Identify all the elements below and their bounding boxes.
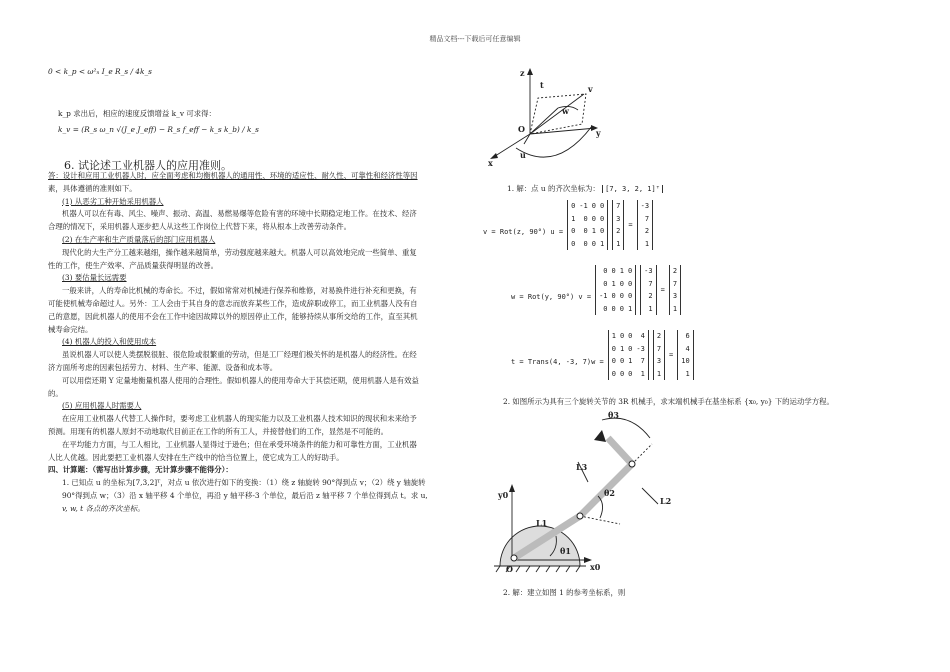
matrix-cell: 0: [599, 214, 605, 223]
matrix-cell: 0: [599, 227, 605, 235]
section-1-p2: 合理的情况下，采用机器人逐步把人从这些工作岗位上代替下来，将从根本上改善劳动条件。: [48, 222, 352, 232]
figure-3r-manipulator: [490, 408, 730, 586]
matrix-cell: 7: [648, 279, 653, 288]
calc-section-head: 四、计算题：（需写出计算步骤，无计算步骤不能得分）：: [48, 465, 233, 475]
matrix-cell: 1: [616, 239, 621, 248]
matrix-cell: 1: [611, 279, 616, 288]
matrix-cell: 1: [627, 304, 633, 313]
matrix-cell: 1: [685, 369, 690, 378]
section-2-p2: 性的工作，使生产效率、产品质量获得明显的改善。: [48, 260, 218, 270]
label-theta1: θ1: [560, 546, 571, 556]
label-O: O: [518, 124, 525, 134]
matrix-cell: 1: [672, 304, 678, 313]
label-L2: L2: [660, 496, 672, 506]
matrix-cell: 0: [583, 239, 588, 248]
equals-sign: =: [660, 286, 665, 294]
label-z: z: [520, 68, 525, 78]
section-5-head: (5) 应用机器人时需要人: [62, 401, 142, 411]
equation-v: [483, 200, 653, 250]
section-3-p1: 一般来讲，人的寿命比机械的寿命长。不过，假如常常对机械进行保养和维修，对易换件进行补充和更换，有: [62, 286, 417, 296]
section-1-head: (1) 从恶劣工种开始采用机器人: [62, 196, 164, 206]
matrix-cell: 0: [619, 304, 624, 313]
label-w: w: [562, 106, 569, 116]
section-5-p1: 在应用工业机器人代替工人操作时，要考虑工业机器人的现实能力以及工业机器人技术知识的现状和未来给予: [62, 414, 417, 424]
matrix-cell: -3: [644, 267, 653, 275]
question-6-title: 6. 试论述工业机器人的应用准则。: [64, 159, 232, 172]
matrix-cell: 0: [627, 279, 633, 288]
matrix-cell: 0: [628, 369, 633, 378]
equals-sign: =: [628, 221, 633, 229]
matrix-cell: 0: [571, 202, 576, 210]
answer-intro-line2: 素，具体遵循的准则如下。: [48, 183, 137, 193]
equation-w: [511, 265, 681, 315]
matrix-cell: 3: [656, 357, 662, 365]
vector-v-result: [637, 200, 653, 250]
matrix-cell: 4: [640, 332, 645, 340]
matrix-cell: 0: [611, 357, 616, 365]
formula-kp: 0 < k_p < ω²ₙ I_e R_s / 4k_s: [48, 67, 152, 76]
matrix-cell: 1: [640, 369, 645, 378]
answer-intro-line1: 答：设计和应用工业机器人时，应全面考虑和均衡机器人的通用性、环境的适应性、耐久性、可靠性和经济性等因: [48, 171, 418, 180]
matrix-cell: 7: [644, 214, 650, 223]
matrix-cell: 0: [571, 239, 576, 248]
equation-w-label: w = Rot(y, 90°) v =: [511, 293, 592, 301]
matrix-cell: 2: [616, 227, 621, 235]
label-origin: O: [506, 564, 513, 574]
section-4-p4: 的。: [48, 388, 63, 398]
matrix-cell: 0: [628, 344, 633, 353]
matrix-cell: 1: [611, 332, 616, 340]
label-y0: y0: [498, 490, 509, 500]
rotation-arc: [516, 126, 592, 157]
end-effector: [594, 430, 606, 442]
matrix-cell: 0: [619, 279, 624, 288]
y0-arrowhead: [509, 484, 515, 492]
matrix-cell: 0: [603, 279, 608, 288]
page-header: 精品文档---下载后可任意编辑: [429, 35, 521, 43]
matrix-cell: 1: [628, 357, 633, 365]
L2-dimension: [642, 488, 658, 504]
matrix-cell: 0: [611, 267, 616, 275]
matrix-cell: 1: [599, 239, 605, 248]
label-x0: x0: [590, 562, 601, 572]
u-vector: [7, 3, 2, 1]ᵀ: [602, 185, 663, 193]
matrix-cell: 0: [627, 267, 633, 275]
label-v: v: [588, 84, 593, 94]
matrix-cell: 0: [571, 227, 576, 235]
equals-sign: =: [669, 351, 674, 359]
matrix-cell: 1: [619, 344, 625, 353]
section-4-head: (4) 机器人的投入和使用成本: [62, 337, 157, 347]
matrix-cell: 3: [616, 214, 621, 223]
equation-t: [511, 330, 694, 380]
matrix-cell: 0: [611, 344, 616, 353]
matrix-cell: 0: [603, 304, 608, 313]
matrix-cell: -3: [636, 344, 645, 353]
matrix-cell: 0: [619, 292, 624, 300]
section-4-p3: 可以用偿还期 Y 定量地衡量机器人使用的合理性。假如机器人的使用寿命大于其偿还期，使用机器人是有效益: [62, 375, 419, 385]
label-y: y: [596, 128, 601, 138]
z-arrowhead: [527, 68, 533, 75]
matrix-cell: 4: [685, 344, 690, 353]
question-2-text: 2. 如图所示为具有三个旋转关节的 3R 机械手，求末端机械手在基坐标系 {x₀, y₀} 下的运动学方程。: [503, 397, 834, 406]
formula-kv: k_v = (R_s ω_n √(J_e J_eff) − R_s f_eff − k_s k_b) / k_s: [58, 125, 259, 134]
matrix-cell: -3: [640, 202, 650, 210]
matrix-rot-y: [595, 265, 636, 315]
figure-rotation-axes: [486, 64, 626, 172]
matrix-cell: 1: [648, 304, 653, 313]
equation-t-label: t = Trans(4, -3, 7)w =: [511, 358, 604, 366]
section-2-head: (2) 在生产率和生产质量落后的部门应用机器人: [62, 234, 216, 244]
vector-v: [530, 94, 584, 134]
theta3-arc: [602, 418, 650, 438]
joint-2: [577, 513, 583, 519]
matrix-cell: 0: [619, 332, 625, 340]
label-t: t: [540, 80, 544, 90]
matrix-cell: 1: [619, 267, 624, 275]
matrix-cell: 2: [648, 292, 653, 300]
question-1-line1: 1. 已知点 u 的坐标为[7,3,2]ᵀ，对点 u 依次进行如下的变换：（1）绕 z 轴旋转 90°得到点 v；（2）绕 y 轴旋转: [62, 478, 426, 488]
label-x: x: [488, 158, 493, 168]
section-2-p1: 现代化的大生产分工越来越细，操作越来越简单，劳动强度越来越大。机器人可以高效地完成一些简单、重复: [62, 247, 417, 257]
matrix-cell: 1: [644, 239, 650, 248]
label-L3: L3: [576, 462, 588, 472]
matrix-cell: 0: [619, 369, 625, 378]
matrix-cell: 0: [627, 292, 633, 300]
vector-t-result: [677, 330, 693, 380]
label-theta2: θ2: [604, 488, 615, 498]
matrix-cell: 3: [672, 292, 678, 300]
matrix-cell: 7: [656, 344, 662, 353]
label-u: u: [520, 150, 526, 160]
matrix-cell: 1: [656, 369, 662, 378]
section-3-head: (3) 要估量长远需要: [62, 273, 127, 283]
matrix-cell: 0: [591, 239, 596, 248]
section-5-p3: 在平均能力方面，与工人相比，工业机器人显得过于逊色；但在承受环境条件的能力和可靠性方面，工业机器: [62, 439, 417, 449]
matrix-rot-z: [567, 200, 608, 250]
matrix-cell: 0: [599, 202, 605, 210]
label-L1: L1: [536, 518, 548, 528]
vector-w-column: [653, 330, 665, 380]
section-3-p2: 可能使机械寿命超过人。另外：工人会由于其自身的意志而放弃某些工作，造成辞职或停工，而工业机器人没有自: [48, 298, 418, 308]
label-theta3: θ3: [608, 410, 619, 420]
matrix-cell: 0: [603, 267, 608, 275]
matrix-cell: 0: [628, 332, 633, 340]
answer-body: [48, 170, 468, 516]
question-1-line3: v, w, t 各点的齐次坐标。: [62, 503, 145, 513]
matrix-cell: 7: [616, 202, 621, 210]
question-1-line2: 90°得到点 w；（3）沿 x 轴平移 4 个单位，再沿 y 轴平移-3 个单位，最后沿 z 轴平移 7 个单位得到点 t。求 u,: [62, 490, 428, 500]
matrix-cell: 0: [583, 214, 588, 223]
section-4-p1: 虽说机器人可以使人类摆脱很脏、很危险或很繁重的劳动，但是工厂经理们极关怀的是机器人的经济性。在经: [62, 350, 417, 360]
matrix-cell: 7: [640, 357, 645, 365]
solution-2-intro: 2. 解：建立如图 1 的参考坐标系，则: [503, 588, 626, 597]
matrix-cell: 0: [611, 369, 616, 378]
matrix-cell: 0: [591, 214, 596, 223]
matrix-cell: 7: [672, 279, 678, 288]
joint-3: [629, 461, 635, 467]
vector-u-column: [612, 200, 624, 250]
section-3-p3: 己的意愿，因此机器人的使用不会在工作中途因故障以外的原因停止工作，能够持续从事所交给的工作，直至其机: [48, 311, 418, 321]
link-2-extension: [632, 444, 652, 464]
joint-1: [511, 555, 517, 561]
equation-v-label: v = Rot(z, 90°) u =: [483, 228, 564, 236]
link-3: [608, 438, 632, 464]
matrix-cell: 1: [591, 227, 596, 235]
section-5-p4: 人比人优越。因此要把工业机器人安排在生产线中的恰当位置上，使它成为工人的好助手。: [48, 452, 344, 462]
vector-w: [530, 108, 558, 134]
matrix-cell: 0: [591, 202, 596, 210]
matrix-cell: 2: [656, 332, 662, 340]
section-1-p1: 机器人可以在有毒、风尘、噪声、振动、高温、易燃易爆等危险有害的环境中长期稳定地工作。在技术、经济: [62, 209, 417, 219]
matrix-cell: 10: [681, 357, 690, 365]
matrix-cell: 0: [583, 227, 588, 235]
section-5-p2: 预测。用现有的机器人原封不动地取代目前正在工作的所有工人，并接替他们的工作，显然是不可能的。: [48, 426, 388, 436]
kp-text: k_p 求出后，相应的速度反馈增益 k_v 可求得：: [58, 109, 216, 118]
matrix-cell: 0: [611, 292, 616, 300]
vector-v-column: [640, 265, 656, 315]
solution-1-intro: [507, 183, 663, 196]
section-4-p2: 济方面所考虑的因素包括劳力、材料、生产率、能源、设备和成本等。: [48, 362, 278, 372]
matrix-cell: 2: [672, 267, 678, 275]
matrix-cell: 2: [644, 227, 650, 235]
matrix-trans: [608, 330, 649, 380]
matrix-cell: -1: [579, 202, 588, 210]
matrix-cell: 6: [685, 332, 690, 340]
solution-1-text: 1. 解：点 u 的齐次坐标为：: [507, 184, 600, 193]
section-3-p4: 械寿命完结。: [48, 324, 93, 334]
matrix-cell: 0: [611, 304, 616, 313]
matrix-cell: -1: [599, 292, 608, 300]
matrix-cell: 0: [619, 357, 625, 365]
matrix-cell: 1: [571, 214, 576, 223]
vector-w-result: [669, 265, 681, 315]
